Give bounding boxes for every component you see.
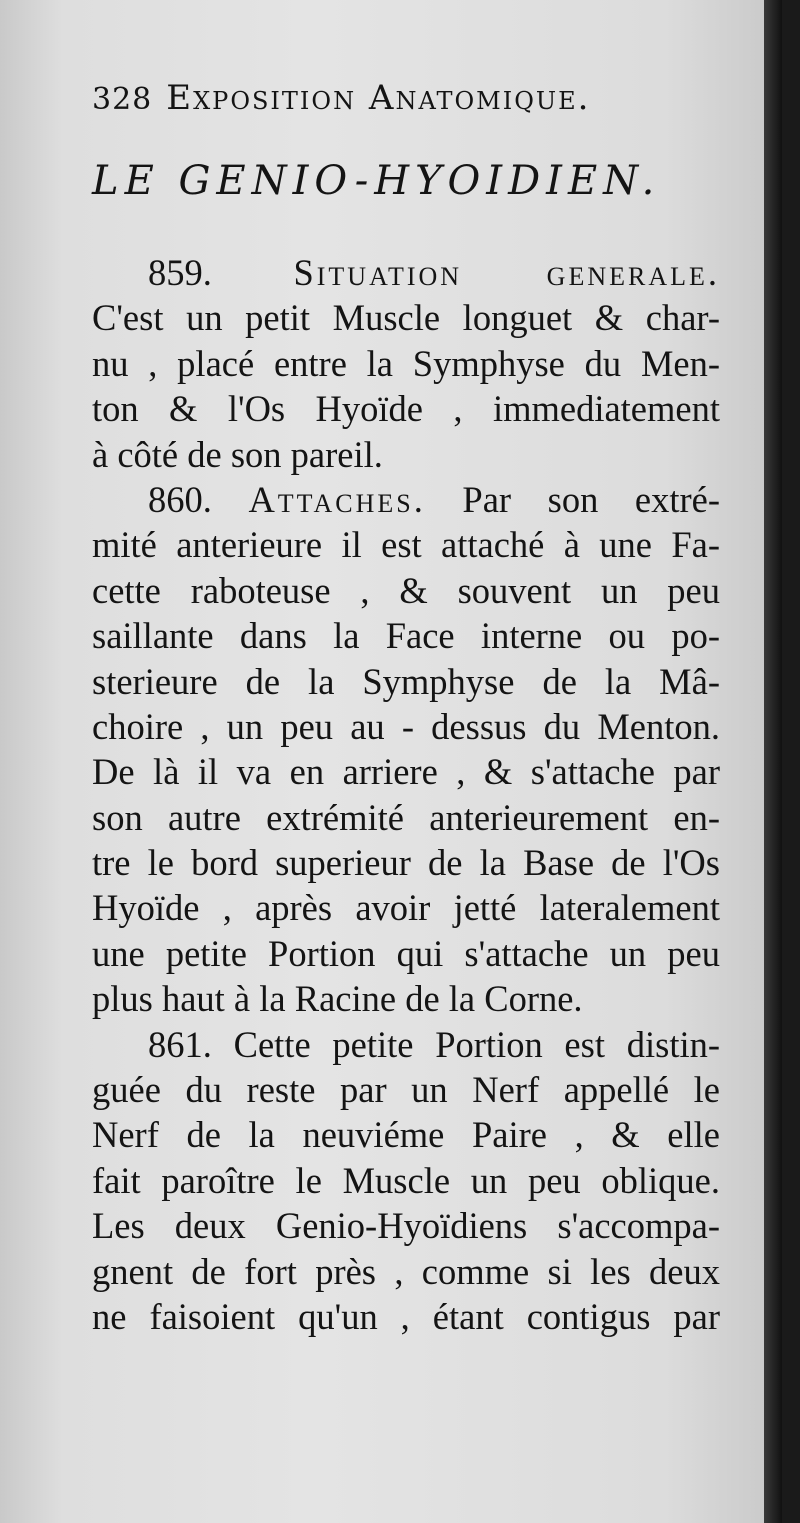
text-line: une petite Portion qui s'attache un peu xyxy=(92,932,720,974)
text-line: Nerf de la neuviéme Paire , & elle xyxy=(92,1114,720,1156)
text-line: à côté de son pareil. xyxy=(92,433,383,475)
text-line: plus haut à la Racine de la Corne. xyxy=(92,978,583,1020)
text-line: son autre extrémité anterieurement en- xyxy=(92,796,720,838)
paragraph-heading: Situation generale. xyxy=(293,252,720,293)
text-line: ne faisoient qu'un , étant contigus par xyxy=(92,1295,720,1337)
text-line: ton & l'Os Hyoïde , immediatement xyxy=(92,388,720,430)
paragraph-861-heading-line xyxy=(92,1022,720,1067)
text-line: gnent de fort près , comme si les deux xyxy=(92,1250,720,1292)
text-line: nu , placé entre la Symphyse du Men- xyxy=(92,342,720,384)
text-line: fait paroître le Muscle un peu oblique. xyxy=(92,1159,720,1201)
paragraph-number: 859. xyxy=(148,252,212,293)
running-header xyxy=(92,78,692,118)
page-edge-shadow xyxy=(764,0,782,1523)
paragraph-text: Par son extré- xyxy=(462,478,720,520)
text-line: Les deux Genio-Hyoïdiens s'accompa- xyxy=(92,1205,720,1247)
text-line: cette raboteuse , & souvent un peu xyxy=(92,569,720,611)
paragraph-859-heading-line xyxy=(92,250,720,295)
text-line: guée du reste par un Nerf appellé le xyxy=(92,1069,720,1111)
text-line: sterieure de la Symphyse de la Mâ- xyxy=(92,660,720,702)
paragraph-860-heading-line xyxy=(92,477,720,522)
paragraph-text: Cette petite Portion est distin- xyxy=(233,1023,721,1065)
page-number: 328 xyxy=(92,82,153,117)
paragraph-number: 861. xyxy=(148,1023,212,1065)
text-line: tre le bord superieur de la Base de l'Os xyxy=(92,842,720,884)
running-title: Exposition Anatomique. xyxy=(166,78,591,118)
text-line: De là il va en arriere , & s'attache par xyxy=(92,751,720,793)
text-line: Hyoïde , après avoir jetté lateralement xyxy=(92,887,720,929)
body-text xyxy=(92,250,720,1339)
text-line: choire , un peu au - dessus du Menton. xyxy=(92,705,720,747)
paragraph-number: 860. xyxy=(148,478,212,520)
text-line: saillante dans la Face interne ou po- xyxy=(92,615,720,657)
text-line: C'est un petit Muscle longuet & char- xyxy=(92,297,720,339)
paragraph-heading: Attaches. xyxy=(248,478,426,520)
section-title: LE GENIO-HYOIDIEN. xyxy=(92,158,661,204)
text-line: mité anterieure il est attaché à une Fa- xyxy=(92,524,720,566)
